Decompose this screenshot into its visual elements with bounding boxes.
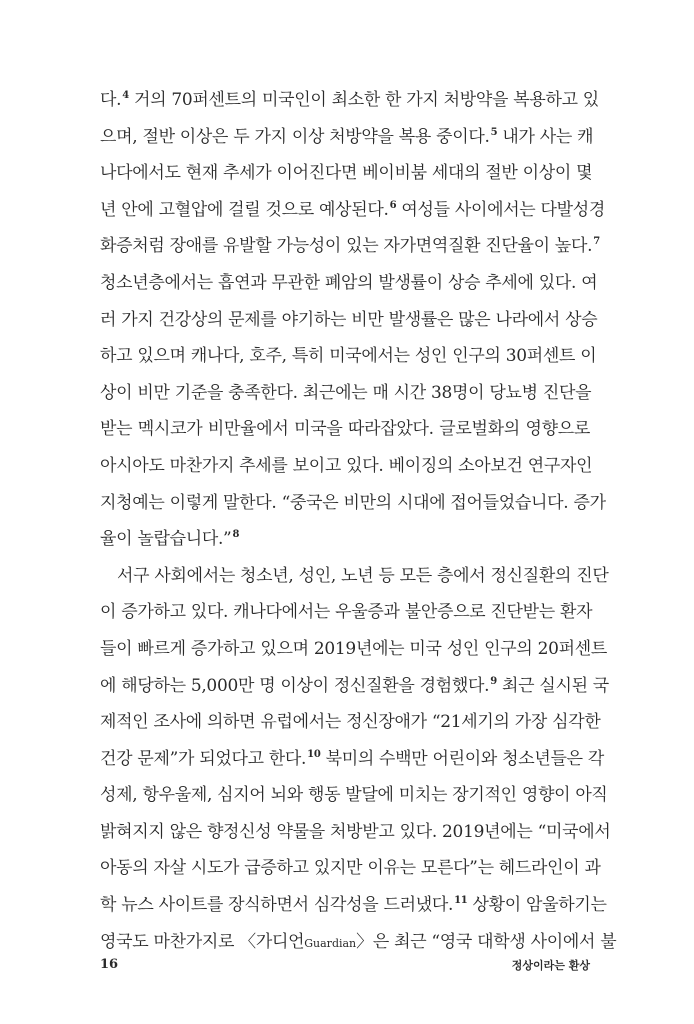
text-segment: 나다에서도 현재 추세가 이어진다면 베이비붐 세대의 절반 이상이 몇 — [100, 163, 593, 184]
text-segment: 들이 빠르게 증가하고 있으며 2019년에는 미국 성인 인구의 20퍼센트 — [100, 638, 607, 659]
paragraph — [100, 558, 617, 961]
text-line — [100, 119, 594, 156]
text-segment: 청소년층에서는 흡연과 무관한 폐암의 발생률이 상승 추세에 있다. 여 — [100, 272, 598, 293]
text-segment: 율이 놀랍습니다.” — [100, 529, 232, 550]
original-title: Guardian — [304, 936, 357, 950]
running-title: 정상이라는 환상 — [511, 959, 590, 972]
footnote-marker: 4 — [122, 90, 129, 101]
text-segment: 여성들 사이에서는 다발성경 — [396, 199, 606, 220]
text-segment: 다. — [100, 90, 122, 110]
footnote-marker: 9 — [490, 675, 497, 687]
text-segment: 제적인 조사에 의하면 유럽에서는 정신장애가 “21세기의 가장 심각한 — [100, 712, 601, 733]
footnote-marker: 6 — [389, 199, 397, 211]
text-line — [100, 814, 611, 851]
text-line — [100, 192, 606, 229]
footnote-marker: 5 — [490, 126, 498, 138]
text-line — [100, 338, 597, 375]
text-segment: 으며, 절반 이상은 두 가지 이상 처방약을 복용 중이다. — [100, 126, 490, 147]
footnote-marker: 7 — [593, 236, 600, 248]
text-line — [100, 228, 600, 265]
text-segment: 에 해당하는 5,000만 명 이상이 정신질환을 경험했다. — [100, 675, 490, 696]
text-line — [100, 558, 609, 595]
text-segment: 상이 비만 기준을 충족한다. 최근에는 매 시간 38명이 당뇨병 진단을 — [100, 382, 592, 403]
paragraph — [100, 82, 606, 558]
footnote-marker: 11 — [454, 895, 468, 907]
text-segment: 영국도 마찬가지로 〈가디언 — [100, 931, 305, 952]
footnote-marker: 8 — [232, 529, 240, 541]
text-segment: 하고 있으며 캐나다, 호주, 특히 미국에서는 성인 인구의 30퍼센트 이 — [100, 346, 597, 367]
text-segment: 서구 사회에서는 청소년, 성인, 노년 등 모든 층에서 정신질환의 진단 — [117, 565, 609, 586]
text-segment: 〉은 최근 “영국 대학생 사이에서 불 — [356, 931, 617, 952]
text-segment: 최근 실시된 국 — [496, 675, 609, 696]
text-line — [100, 82, 599, 119]
text-segment: 밝혀지지 않은 향정신성 약물을 처방받고 있다. 2019년에는 “미국에서 — [100, 821, 611, 842]
text-line — [100, 924, 617, 961]
text-line — [100, 631, 607, 668]
text-line — [100, 741, 604, 778]
text-segment: 상황이 암울하기는 — [467, 895, 607, 916]
text-segment: 받는 멕시코가 비만율에서 미국을 따라잡았다. 글로벌화의 영향으로 — [100, 419, 590, 440]
page-number: 16 — [100, 957, 119, 972]
text-segment: 아동의 자살 시도가 급증하고 있지만 이유는 모른다”는 헤드라인이 과 — [100, 858, 601, 879]
text-line — [100, 594, 593, 631]
text-segment: 년 안에 고혈압에 걸릴 것으로 예상된다. — [100, 199, 389, 220]
text-line — [100, 521, 590, 558]
text-line — [100, 485, 606, 522]
text-segment: 화증처럼 장애를 유발할 가능성이 있는 자가면역질환 진단율이 높다. — [100, 236, 593, 257]
text-line — [100, 448, 593, 485]
text-segment: 북미의 수백만 어린이와 청소년들은 각 — [320, 748, 604, 769]
text-line — [100, 375, 590, 412]
text-segment: 이 증가하고 있다. 캐나다에서는 우울증과 불안증으로 진단받는 환자 — [100, 602, 593, 623]
text-segment: 거의 70퍼센트의 미국인이 최소한 한 가지 처방약을 복용하고 있 — [128, 90, 599, 110]
text-segment: 건강 문제”가 되었다고 한다. — [100, 748, 307, 769]
text-segment: 아시아도 마찬가지 추세를 보이고 있다. 베이징의 소아보건 연구자인 — [100, 455, 593, 476]
text-line — [100, 411, 590, 448]
text-segment: 학 뉴스 사이트를 장식하면서 심각성을 드러냈다. — [100, 895, 454, 916]
text-segment: 지청예는 이렇게 말한다. “중국은 비만의 시대에 접어들었습니다. 증가 — [100, 492, 606, 513]
text-segment: 러 가지 건강상의 문제를 야기하는 비만 발생률은 많은 나라에서 상승 — [100, 309, 598, 330]
body-text — [100, 82, 617, 960]
text-line — [100, 850, 601, 887]
text-line — [100, 302, 598, 339]
text-line — [100, 777, 608, 814]
text-line — [100, 265, 598, 302]
footnote-marker: 10 — [307, 748, 321, 760]
text-line — [100, 887, 607, 924]
text-line — [100, 155, 593, 192]
text-line — [100, 704, 601, 741]
text-segment: 내가 사는 캐 — [497, 126, 594, 147]
text-segment: 성제, 항우울제, 심지어 뇌와 행동 발달에 미치는 장기적인 영향이 아직 — [100, 785, 608, 806]
text-line — [100, 668, 609, 705]
